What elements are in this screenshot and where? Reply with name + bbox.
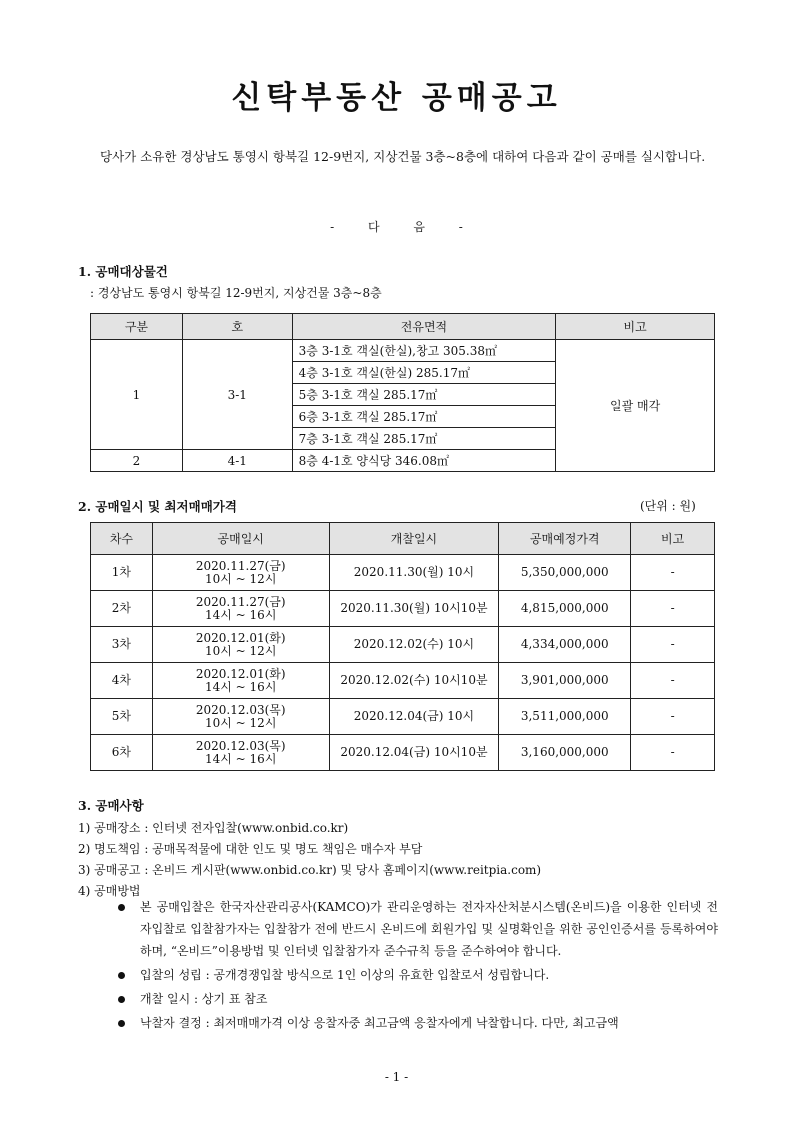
auction-date-cell: 2020.11.27(금) 14시 ~ 16시 — [152, 591, 329, 627]
list-item: 4) 공매방법 — [78, 884, 141, 898]
row-area: 4층 3-1호 객실(한실) 285.17㎡ — [292, 362, 556, 384]
auction-method-bullets — [118, 896, 718, 1036]
col-header-unit: 호 — [182, 314, 292, 340]
section2-heading: 2. 공매일시 및 최저매매가격 — [78, 499, 237, 514]
round-cell: 3차 — [91, 627, 153, 663]
row-unit: 3-1 — [182, 340, 292, 450]
price-cell: 5,350,000,000 — [499, 555, 631, 591]
col-header-round: 차수 — [91, 523, 153, 555]
row-note: 일괄 매각 — [556, 340, 715, 472]
opening-date-cell: 2020.12.04(금) 10시10분 — [329, 735, 499, 771]
bullet-icon — [118, 996, 125, 1003]
list-item: 1) 공매장소 : 인터넷 전자입찰(www.onbid.co.kr) — [78, 821, 349, 835]
row-area: 7층 3-1호 객실 285.17㎡ — [292, 428, 556, 450]
row-category: 2 — [91, 450, 183, 472]
opening-date-cell: 2020.11.30(월) 10시 — [329, 555, 499, 591]
table-row — [91, 591, 715, 627]
section3-heading: 3. 공매사항 — [78, 798, 144, 813]
row-area: 3층 3-1호 객실(한실),창고 305.38㎡ — [292, 340, 556, 362]
page-title: 신탁부동산 공매공고 — [231, 80, 562, 116]
col-header-opening-date: 개찰일시 — [329, 523, 499, 555]
opening-date-cell: 2020.11.30(월) 10시10분 — [329, 591, 499, 627]
auction-date-cell: 2020.11.27(금) 10시 ~ 12시 — [152, 555, 329, 591]
note-cell: - — [631, 699, 715, 735]
auction-date-cell: 2020.12.03(목) 10시 ~ 12시 — [152, 699, 329, 735]
list-item: 본 공매입찰은 한국자산관리공사(KAMCO)가 관리운영하는 전자자산처분시스템(온비드)을 이용한 인터넷 전자입찰로 입찰참가자는 입찰참가 전에 반드시 온비드에 회원가입 및 실명확인을 위한 공인인증서를 등록하여야 하며, “온비드”이용방법 및 인터넷 입찰참가자 준수규칙 등을 준수하여야 합니다. — [118, 896, 718, 962]
round-cell: 5차 — [91, 699, 153, 735]
col-header-auction-date: 공매일시 — [152, 523, 329, 555]
round-cell: 1차 — [91, 555, 153, 591]
list-item: 입찰의 성립 : 공개경쟁입찰 방식으로 1인 이상의 유효한 입찰로서 성립합니다. — [118, 964, 718, 986]
col-header-area: 전유면적 — [292, 314, 556, 340]
property-table-header — [91, 314, 715, 340]
col-header-category: 구분 — [91, 314, 183, 340]
note-cell: - — [631, 627, 715, 663]
dadum-divider: - 다 음 - — [330, 220, 463, 234]
round-cell: 4차 — [91, 663, 153, 699]
price-cell: 3,160,000,000 — [499, 735, 631, 771]
table-row — [91, 627, 715, 663]
auction-details-list — [78, 818, 541, 902]
list-item: 낙찰자 결정 : 최저매매가격 이상 응찰자중 최고금액 응찰자에게 낙찰합니다. 다만, 최고금액 — [118, 1012, 718, 1034]
section1-heading: 1. 공매대상물건 — [78, 264, 168, 279]
table-row — [91, 699, 715, 735]
schedule-table-header — [91, 523, 715, 555]
bullet-icon — [118, 904, 125, 911]
price-cell: 4,815,000,000 — [499, 591, 631, 627]
note-cell: - — [631, 735, 715, 771]
list-item: 개찰 일시 : 상기 표 참조 — [118, 988, 718, 1010]
opening-date-cell: 2020.12.02(수) 10시 — [329, 627, 499, 663]
opening-date-cell: 2020.12.02(수) 10시10분 — [329, 663, 499, 699]
round-cell: 2차 — [91, 591, 153, 627]
bullet-icon — [118, 972, 125, 979]
list-item: 2) 명도책임 : 공매목적물에 대한 인도 및 명도 책임은 매수자 부담 — [78, 842, 423, 856]
auction-schedule-table — [90, 522, 715, 771]
section1-address: : 경상남도 통영시 항북길 12-9번지, 지상건물 3층~8층 — [90, 286, 382, 300]
property-table — [90, 313, 715, 472]
price-cell: 4,334,000,000 — [499, 627, 631, 663]
row-area: 5층 3-1호 객실 285.17㎡ — [292, 384, 556, 406]
col-header-price: 공매예정가격 — [499, 523, 631, 555]
row-unit: 4-1 — [182, 450, 292, 472]
table-row — [91, 340, 715, 362]
auction-date-cell: 2020.12.01(화) 14시 ~ 16시 — [152, 663, 329, 699]
price-cell: 3,511,000,000 — [499, 699, 631, 735]
price-cell: 3,901,000,000 — [499, 663, 631, 699]
row-category: 1 — [91, 340, 183, 450]
page-number: - 1 - — [384, 1070, 409, 1084]
col-header-note: 비고 — [556, 314, 715, 340]
intro-paragraph: 당사가 소유한 경상남도 통영시 항북길 12-9번지, 지상건물 3층~8층에 대하여 다음과 같이 공매를 실시합니다. — [100, 149, 706, 164]
note-cell: - — [631, 591, 715, 627]
bullet-icon — [118, 1020, 125, 1027]
round-cell: 6차 — [91, 735, 153, 771]
table-row — [91, 663, 715, 699]
row-area: 8층 4-1호 양식당 346.08㎡ — [292, 450, 556, 472]
auction-date-cell: 2020.12.03(목) 14시 ~ 16시 — [152, 735, 329, 771]
note-cell: - — [631, 663, 715, 699]
table-row — [91, 735, 715, 771]
unit-label: (단위 : 원) — [640, 499, 696, 513]
opening-date-cell: 2020.12.04(금) 10시 — [329, 699, 499, 735]
row-area: 6층 3-1호 객실 285.17㎡ — [292, 406, 556, 428]
note-cell: - — [631, 555, 715, 591]
col-header-note: 비고 — [631, 523, 715, 555]
auction-date-cell: 2020.12.01(화) 10시 ~ 12시 — [152, 627, 329, 663]
list-item: 3) 공매공고 : 온비드 게시판(www.onbid.co.kr) 및 당사 홈페이지(www.reitpia.com) — [78, 863, 542, 877]
table-row — [91, 555, 715, 591]
